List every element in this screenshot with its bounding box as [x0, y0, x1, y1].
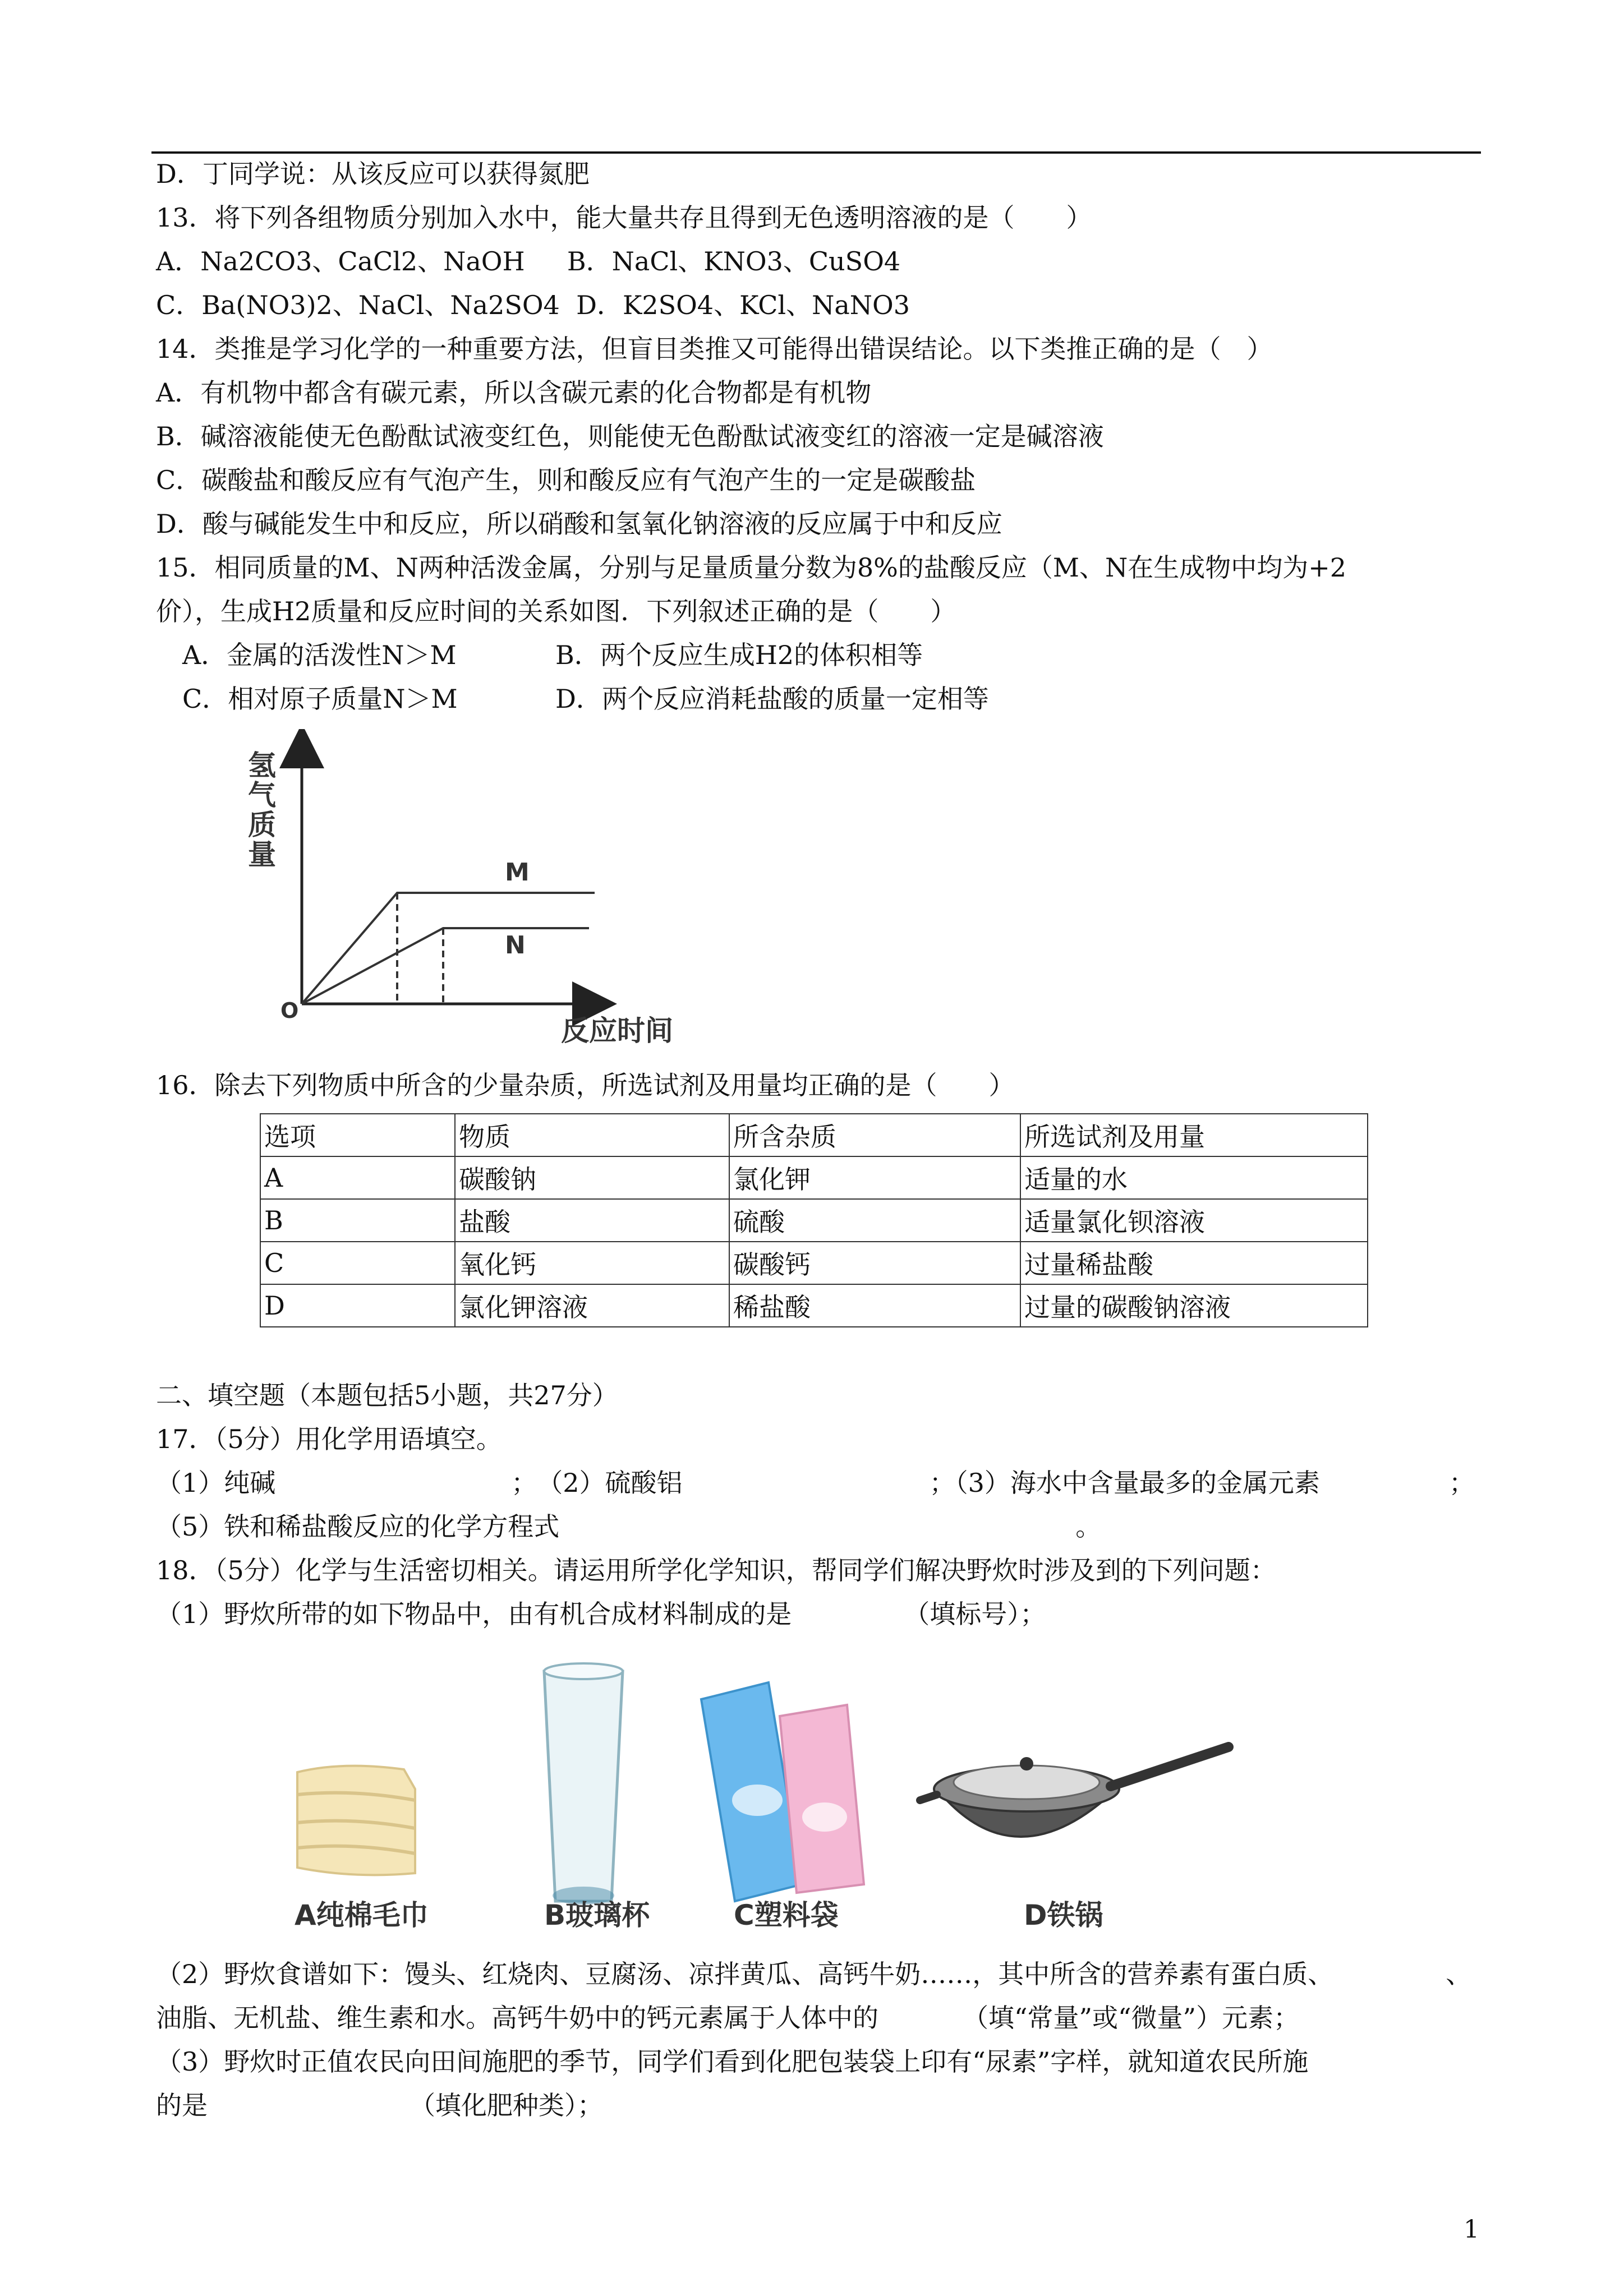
table-cell: C: [260, 1242, 455, 1284]
q18-part-1-text: （1）野炊所带的如下物品中，由有机合成材料制成的是: [156, 1599, 792, 1629]
q18-part-3-line-1: （3）野炊时正值农民向田间施肥的季节，同学们看到化肥包装袋上印有“尿素”字样，就知道农民所施: [156, 2046, 1309, 2077]
q17-part-1: （1）纯碱: [156, 1468, 276, 1498]
q18-stem: 18．（5分）化学与生活密切相关。请运用所学化学知识，帮同学们解决野炊时涉及到的下列问题：: [156, 1555, 1276, 1585]
q18-part-1-hint: （填标号）；: [904, 1599, 1046, 1629]
q18-part-3-hint: （填化肥种类）；: [410, 2090, 603, 2120]
q14-option-b: B．碱溶液能使无色酚酞试液变红色，则能使无色酚酞试液变红的溶液一定是碱溶液: [156, 421, 1104, 451]
label-n: N: [505, 931, 526, 960]
wok-icon: [920, 1747, 1229, 1837]
label-m: M: [505, 858, 530, 887]
y-label-4: 量: [248, 838, 276, 871]
item-caption-a: A纯棉毛巾: [295, 1899, 429, 1931]
table-cell: 氯化钾溶液: [455, 1284, 729, 1327]
table-row: [260, 1284, 1368, 1327]
q18-part-1: [156, 1597, 1046, 1631]
q17-row-2: [156, 1510, 1101, 1543]
hydrogen-mass-graph: [236, 729, 729, 1054]
q14-option-d: D．酸与碱能发生中和反应，所以硝酸和氢氧化钠溶液的反应属于中和反应: [156, 509, 1002, 539]
section-2-heading: 二、填空题（本题包括5小题，共27分）: [156, 1380, 618, 1410]
q17-part-2: ； （2）硫酸铝: [511, 1468, 683, 1498]
table-cell: 氧化钙: [455, 1242, 729, 1284]
item-caption-d: D铁锅: [1024, 1899, 1103, 1931]
item-caption-b: B玻璃杯: [544, 1899, 650, 1931]
item-caption-c: C塑料袋: [734, 1899, 839, 1931]
page-number: 1: [1464, 2215, 1479, 2244]
q15-stem-2: 价），生成H2质量和反应时间的关系如图．下列叙述正确的是（ ）: [156, 596, 956, 626]
y-label-2: 气: [248, 779, 276, 812]
q17-part-3: ；（3）海水中含量最多的金属元素: [929, 1468, 1320, 1498]
y-label-1: 氢: [248, 749, 276, 782]
q17-semicolon: ；: [1448, 1468, 1475, 1498]
table-header: 所含杂质: [729, 1114, 1020, 1156]
q18-part-2-text-1: （2）野炊食谱如下：馒头、红烧肉、豆腐汤、凉拌黄瓜、高钙牛奶……，其中所含的营养素有蛋白质、: [156, 1959, 1334, 1989]
curve-m: [302, 893, 595, 1004]
q18-part-2-line-2: [156, 2001, 1299, 2035]
q13-options-cd: C．Ba(NO3)2、NaCl、Na2SO4 D．K2SO4、KCl、NaNO3: [156, 290, 910, 320]
table-cell: 过量的碳酸钠溶液: [1020, 1284, 1368, 1327]
q18-part-2-comma: 、: [1446, 1959, 1472, 1989]
origin-label: O: [280, 998, 299, 1023]
q16-stem: 16．除去下列物质中所含的少量杂质，所选试剂及用量均正确的是（ ）: [156, 1070, 1015, 1100]
q14-option-c: C．碳酸盐和酸反应有气泡产生，则和酸反应有气泡产生的一定是碳酸盐: [156, 465, 976, 495]
y-label-3: 质: [248, 809, 276, 841]
x-axis-label: 反应时间: [561, 1015, 673, 1047]
q18-part-2-hint: （填“常量”或“微量”）元素；: [963, 2003, 1300, 2033]
table-row: [260, 1199, 1368, 1242]
q14-stem: 14．类推是学习化学的一种重要方法，但盲目类推又可能得出错误结论。以下类推正确的是（ ）: [156, 334, 1273, 364]
q15-option-a: A．金属的活泼性N＞M: [182, 640, 457, 670]
q17-stem: 17．（5分）用化学用语填空。: [156, 1424, 502, 1454]
q15-stem-1: 15．相同质量的M、N两种活泼金属，分别与足量质量分数为8%的盐酸反应（M、N在生成物中均为+2: [156, 552, 1347, 583]
table-cell: 适量的水: [1020, 1156, 1368, 1199]
table-header: 所选试剂及用量: [1020, 1114, 1368, 1156]
q15-option-b: B．两个反应生成H2的体积相等: [555, 640, 923, 670]
table-cell: B: [260, 1199, 455, 1242]
table-cell: 碳酸钠: [455, 1156, 729, 1199]
glass-icon: [544, 1663, 623, 1905]
table-row: [260, 1242, 1368, 1284]
table-cell: A: [260, 1156, 455, 1199]
q13-options-ab: A．Na2CO3、CaCl2、NaOH B．NaCl、KNO3、CuSO4: [156, 246, 901, 276]
table-header: 物质: [455, 1114, 729, 1156]
table-header: 选项: [260, 1114, 455, 1156]
q16-table: [260, 1113, 1368, 1327]
table-cell: 过量稀盐酸: [1020, 1242, 1368, 1284]
q14-option-a: A．有机物中都含有碳元素，所以含碳元素的化合物都是有机物: [156, 377, 872, 408]
table-cell: 氯化钾: [729, 1156, 1020, 1199]
table-header-row: [260, 1114, 1368, 1156]
table-cell: 适量氯化钡溶液: [1020, 1199, 1368, 1242]
q13-stem: 13．将下列各组物质分别加入水中，能大量共存且得到无色透明溶液的是（ ）: [156, 202, 1092, 233]
plastic-bag-icon: [701, 1682, 864, 1901]
table-cell: 稀盐酸: [729, 1284, 1020, 1327]
header-rule: [151, 151, 1481, 154]
q18-part-3-text: 的是: [156, 2090, 208, 2120]
table-cell: 碳酸钙: [729, 1242, 1020, 1284]
towel-icon: [297, 1766, 415, 1875]
curve-n: [302, 928, 589, 1004]
table-row: [260, 1156, 1368, 1199]
q18-part-2-text-2: 油脂、无机盐、维生素和水。高钙牛奶中的钙元素属于人体中的: [156, 2003, 878, 2033]
q18-part-3-line-2: [156, 2088, 603, 2122]
q12-option-d: D．丁同学说：从该反应可以获得氮肥: [156, 159, 590, 189]
table-cell: 硫酸: [729, 1199, 1020, 1242]
q18-part-2-line-1: [156, 1957, 1471, 1991]
q17-end: 。: [1075, 1511, 1102, 1542]
q15-option-c: C．相对原子质量N＞M: [182, 684, 458, 714]
table-cell: 盐酸: [455, 1199, 729, 1242]
q15-option-d: D．两个反应消耗盐酸的质量一定相等: [555, 684, 989, 714]
table-cell: D: [260, 1284, 455, 1327]
q17-row-1: [156, 1466, 1475, 1500]
q17-part-5: （5）铁和稀盐酸反应的化学方程式: [156, 1511, 560, 1542]
